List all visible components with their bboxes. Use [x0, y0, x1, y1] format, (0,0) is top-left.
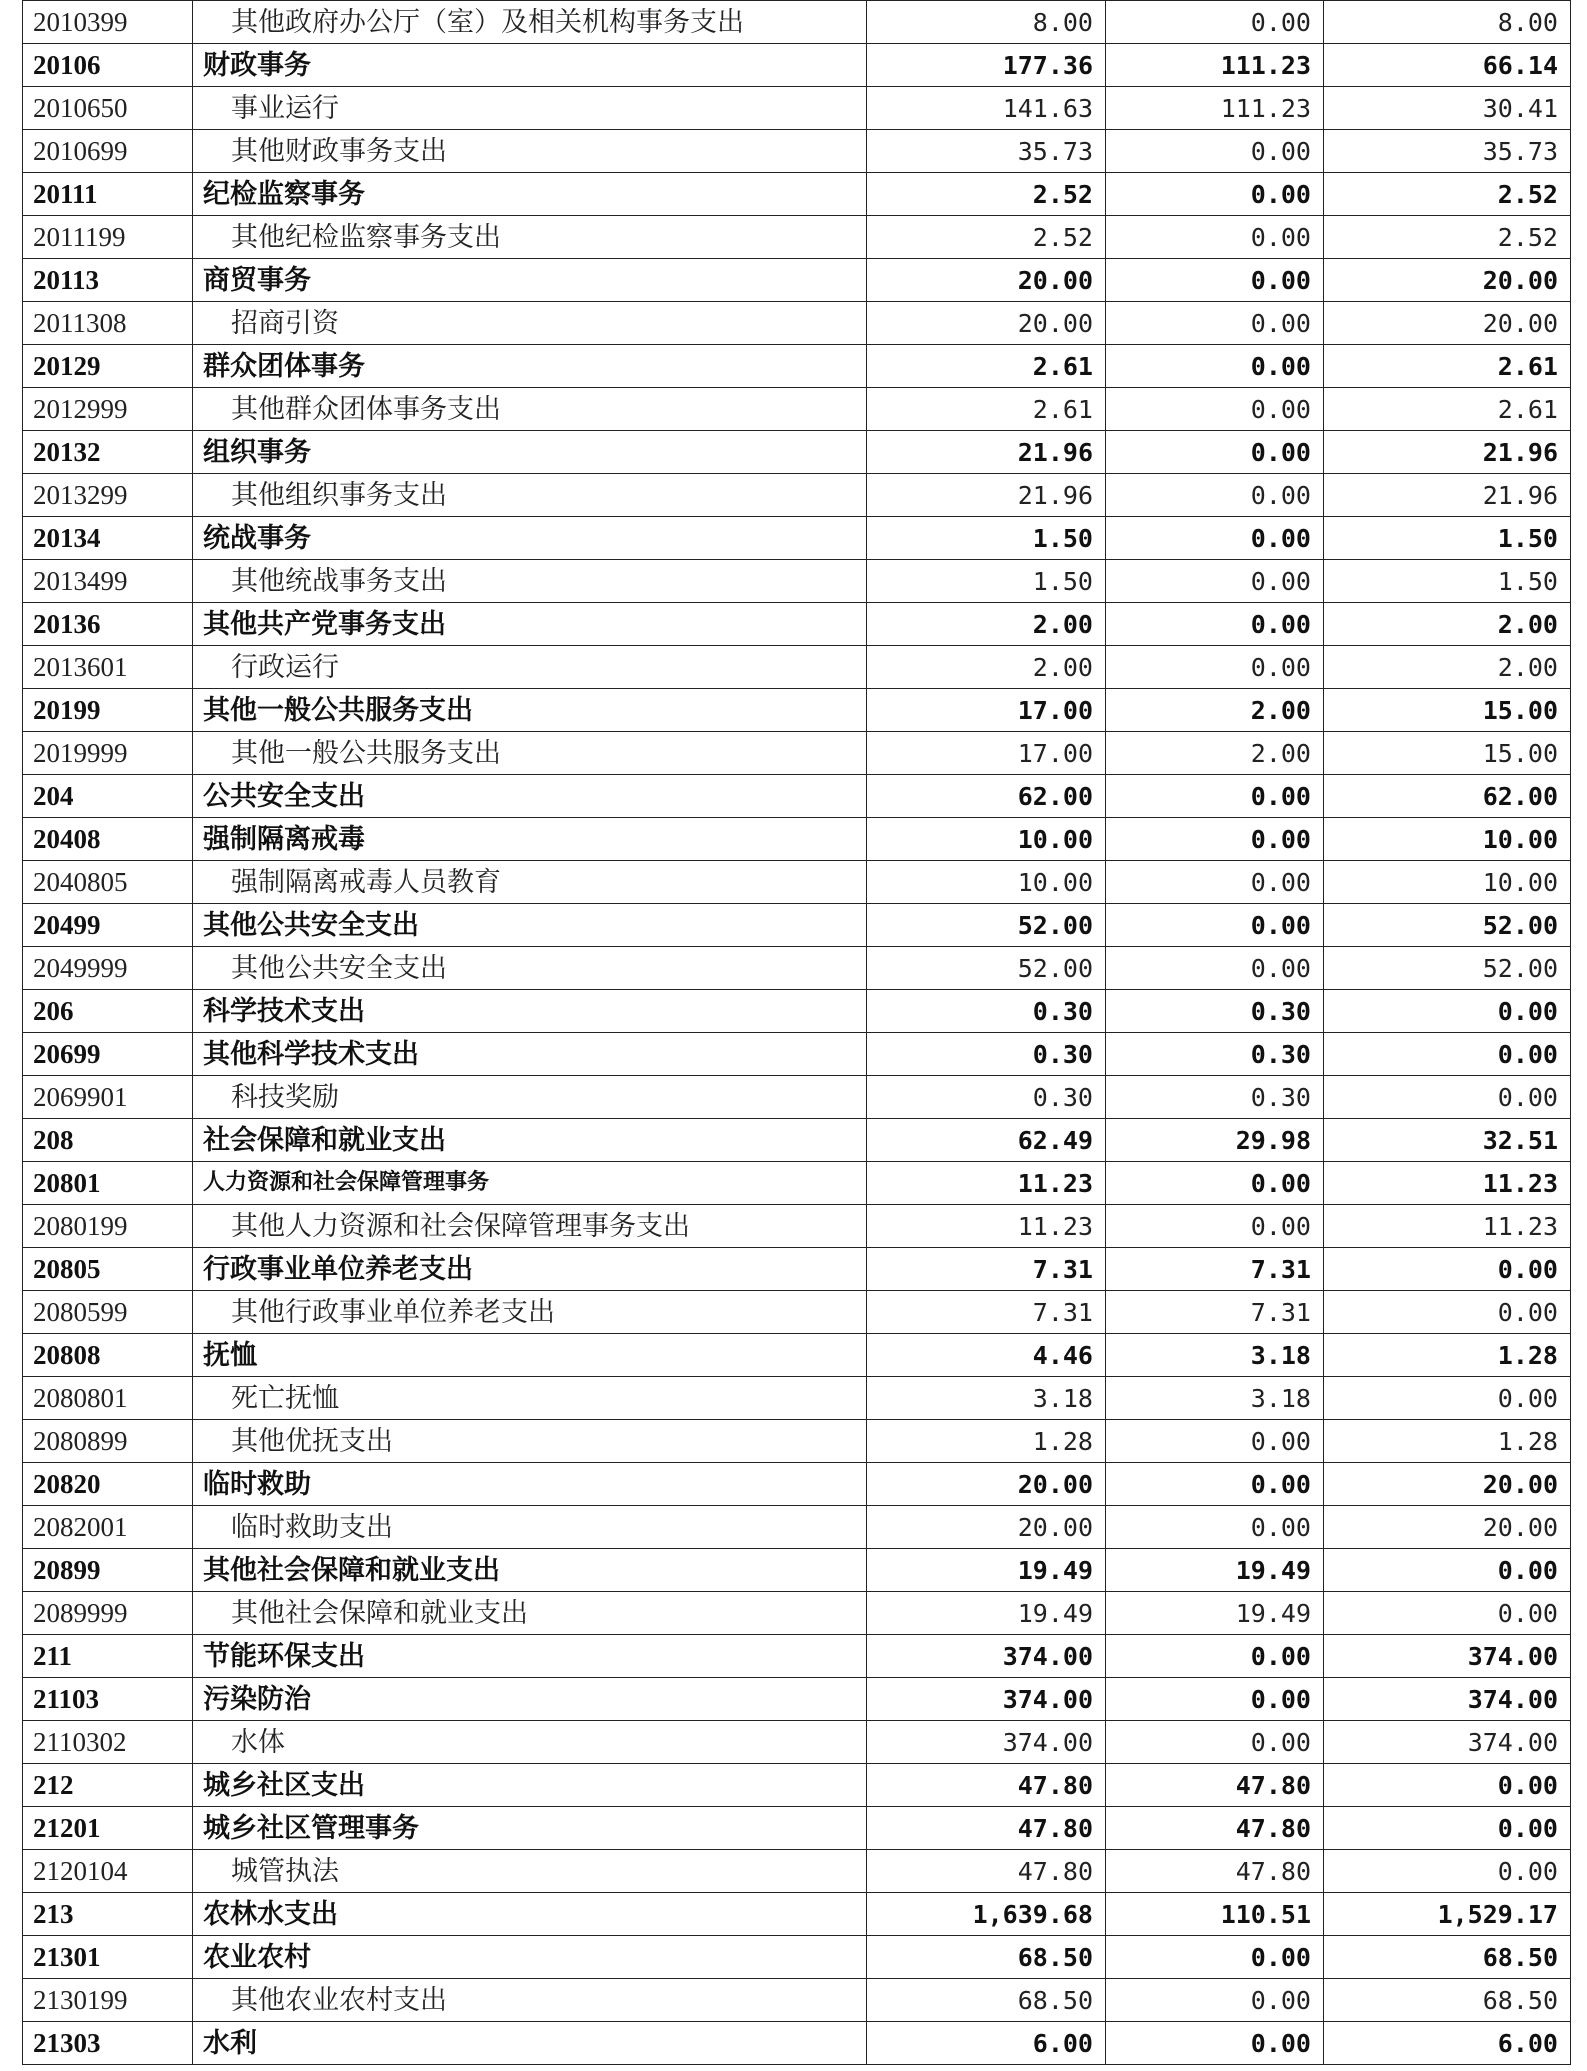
basic-expenditure-cell: 47.80 [1106, 1807, 1324, 1850]
account-code-cell: 21301 [23, 1936, 193, 1979]
project-expenditure-cell: 1.50 [1324, 517, 1571, 560]
total-amount-cell: 1.50 [867, 560, 1106, 603]
total-amount-cell: 47.80 [867, 1850, 1106, 1893]
table-body [23, 1, 1571, 2065]
project-expenditure-cell: 30.41 [1324, 87, 1571, 130]
project-expenditure-cell: 2.52 [1324, 173, 1571, 216]
table-row [23, 302, 1571, 345]
basic-expenditure-cell: 0.30 [1106, 1033, 1324, 1076]
table-row [23, 904, 1571, 947]
account-code-cell: 2010699 [23, 130, 193, 173]
project-expenditure-cell: 374.00 [1324, 1721, 1571, 1764]
project-expenditure-cell: 10.00 [1324, 861, 1571, 904]
project-expenditure-cell: 1,529.17 [1324, 1893, 1571, 1936]
account-name-cell: 死亡抚恤 [193, 1377, 867, 1420]
table-row [23, 947, 1571, 990]
table-row [23, 1721, 1571, 1764]
project-expenditure-cell: 52.00 [1324, 947, 1571, 990]
account-name-cell: 其他农业农村支出 [193, 1979, 867, 2022]
project-expenditure-cell: 1.50 [1324, 560, 1571, 603]
total-amount-cell: 7.31 [867, 1248, 1106, 1291]
project-expenditure-cell: 20.00 [1324, 1506, 1571, 1549]
total-amount-cell: 11.23 [867, 1162, 1106, 1205]
project-expenditure-cell: 2.52 [1324, 216, 1571, 259]
account-code-cell: 2080599 [23, 1291, 193, 1334]
project-expenditure-cell: 0.00 [1324, 990, 1571, 1033]
basic-expenditure-cell: 0.00 [1106, 818, 1324, 861]
table-row [23, 775, 1571, 818]
basic-expenditure-cell: 0.00 [1106, 775, 1324, 818]
account-name-cell: 其他社会保障和就业支出 [193, 1592, 867, 1635]
account-name-cell: 社会保障和就业支出 [193, 1119, 867, 1162]
basic-expenditure-cell: 0.00 [1106, 861, 1324, 904]
account-name-cell: 科学技术支出 [193, 990, 867, 1033]
project-expenditure-cell: 0.00 [1324, 1033, 1571, 1076]
account-name-cell: 其他组织事务支出 [193, 474, 867, 517]
total-amount-cell: 11.23 [867, 1205, 1106, 1248]
account-code-cell: 2089999 [23, 1592, 193, 1635]
table-row [23, 1334, 1571, 1377]
account-name-cell: 抚恤 [193, 1334, 867, 1377]
total-amount-cell: 68.50 [867, 1979, 1106, 2022]
table-row [23, 216, 1571, 259]
account-code-cell: 20111 [23, 173, 193, 216]
account-code-cell: 2049999 [23, 947, 193, 990]
account-code-cell: 20134 [23, 517, 193, 560]
project-expenditure-cell: 0.00 [1324, 1549, 1571, 1592]
total-amount-cell: 1,639.68 [867, 1893, 1106, 1936]
table-row [23, 1807, 1571, 1850]
total-amount-cell: 20.00 [867, 302, 1106, 345]
total-amount-cell: 20.00 [867, 259, 1106, 302]
basic-expenditure-cell: 0.00 [1106, 1506, 1324, 1549]
table-row [23, 689, 1571, 732]
table-row [23, 990, 1571, 1033]
account-name-cell: 水利 [193, 2022, 867, 2065]
total-amount-cell: 177.36 [867, 44, 1106, 87]
project-expenditure-cell: 374.00 [1324, 1635, 1571, 1678]
project-expenditure-cell: 2.00 [1324, 646, 1571, 689]
account-code-cell: 20132 [23, 431, 193, 474]
table-row [23, 1549, 1571, 1592]
account-code-cell: 213 [23, 1893, 193, 1936]
project-expenditure-cell: 68.50 [1324, 1979, 1571, 2022]
project-expenditure-cell: 8.00 [1324, 1, 1571, 44]
basic-expenditure-cell: 7.31 [1106, 1248, 1324, 1291]
account-code-cell: 2011308 [23, 302, 193, 345]
table-row [23, 1162, 1571, 1205]
total-amount-cell: 17.00 [867, 732, 1106, 775]
account-code-cell: 20129 [23, 345, 193, 388]
account-name-cell: 临时救助 [193, 1463, 867, 1506]
basic-expenditure-cell: 0.30 [1106, 1076, 1324, 1119]
account-name-cell: 水体 [193, 1721, 867, 1764]
account-code-cell: 20801 [23, 1162, 193, 1205]
project-expenditure-cell: 0.00 [1324, 1076, 1571, 1119]
account-code-cell: 206 [23, 990, 193, 1033]
table-row [23, 130, 1571, 173]
basic-expenditure-cell: 0.00 [1106, 904, 1324, 947]
project-expenditure-cell: 21.96 [1324, 431, 1571, 474]
table-row [23, 2022, 1571, 2065]
account-name-cell: 其他政府办公厅（室）及相关机构事务支出 [193, 1, 867, 44]
total-amount-cell: 52.00 [867, 904, 1106, 947]
basic-expenditure-cell: 0.00 [1106, 1162, 1324, 1205]
table-row [23, 1377, 1571, 1420]
table-row [23, 1119, 1571, 1162]
account-name-cell: 城乡社区支出 [193, 1764, 867, 1807]
table-row [23, 646, 1571, 689]
table-row [23, 1678, 1571, 1721]
account-code-cell: 2080199 [23, 1205, 193, 1248]
account-code-cell: 2069901 [23, 1076, 193, 1119]
project-expenditure-cell: 66.14 [1324, 44, 1571, 87]
account-name-cell: 其他共产党事务支出 [193, 603, 867, 646]
basic-expenditure-cell: 0.00 [1106, 517, 1324, 560]
total-amount-cell: 2.61 [867, 388, 1106, 431]
basic-expenditure-cell: 0.00 [1106, 947, 1324, 990]
basic-expenditure-cell: 7.31 [1106, 1291, 1324, 1334]
account-code-cell: 20113 [23, 259, 193, 302]
account-name-cell: 其他统战事务支出 [193, 560, 867, 603]
project-expenditure-cell: 0.00 [1324, 1764, 1571, 1807]
basic-expenditure-cell: 2.00 [1106, 732, 1324, 775]
account-name-cell: 科技奖励 [193, 1076, 867, 1119]
total-amount-cell: 20.00 [867, 1463, 1106, 1506]
account-name-cell: 其他一般公共服务支出 [193, 689, 867, 732]
total-amount-cell: 6.00 [867, 2022, 1106, 2065]
total-amount-cell: 47.80 [867, 1764, 1106, 1807]
basic-expenditure-cell: 47.80 [1106, 1764, 1324, 1807]
account-code-cell: 2130199 [23, 1979, 193, 2022]
total-amount-cell: 374.00 [867, 1721, 1106, 1764]
project-expenditure-cell: 2.00 [1324, 603, 1571, 646]
account-code-cell: 2011199 [23, 216, 193, 259]
basic-expenditure-cell: 2.00 [1106, 689, 1324, 732]
table-row [23, 560, 1571, 603]
project-expenditure-cell: 52.00 [1324, 904, 1571, 947]
account-code-cell: 20820 [23, 1463, 193, 1506]
table-row [23, 861, 1571, 904]
account-code-cell: 2019999 [23, 732, 193, 775]
project-expenditure-cell: 10.00 [1324, 818, 1571, 861]
account-name-cell: 污染防治 [193, 1678, 867, 1721]
account-name-cell: 其他纪检监察事务支出 [193, 216, 867, 259]
account-code-cell: 20808 [23, 1334, 193, 1377]
basic-expenditure-cell: 110.51 [1106, 1893, 1324, 1936]
account-code-cell: 21303 [23, 2022, 193, 2065]
table-row [23, 44, 1571, 87]
table-row [23, 259, 1571, 302]
account-code-cell: 20699 [23, 1033, 193, 1076]
account-name-cell: 其他社会保障和就业支出 [193, 1549, 867, 1592]
project-expenditure-cell: 0.00 [1324, 1592, 1571, 1635]
table-row [23, 388, 1571, 431]
account-name-cell: 其他行政事业单位养老支出 [193, 1291, 867, 1334]
basic-expenditure-cell: 0.00 [1106, 1936, 1324, 1979]
project-expenditure-cell: 374.00 [1324, 1678, 1571, 1721]
account-name-cell: 农林水支出 [193, 1893, 867, 1936]
account-code-cell: 208 [23, 1119, 193, 1162]
basic-expenditure-cell: 0.00 [1106, 431, 1324, 474]
total-amount-cell: 17.00 [867, 689, 1106, 732]
table-row [23, 474, 1571, 517]
table-row [23, 732, 1571, 775]
total-amount-cell: 62.00 [867, 775, 1106, 818]
table-row [23, 517, 1571, 560]
project-expenditure-cell: 1.28 [1324, 1334, 1571, 1377]
basic-expenditure-cell: 0.00 [1106, 130, 1324, 173]
basic-expenditure-cell: 0.00 [1106, 173, 1324, 216]
account-code-cell: 21201 [23, 1807, 193, 1850]
total-amount-cell: 10.00 [867, 818, 1106, 861]
account-name-cell: 组织事务 [193, 431, 867, 474]
account-code-cell: 2040805 [23, 861, 193, 904]
account-code-cell: 20899 [23, 1549, 193, 1592]
account-name-cell: 其他群众团体事务支出 [193, 388, 867, 431]
account-name-cell: 其他公共安全支出 [193, 947, 867, 990]
basic-expenditure-cell: 0.00 [1106, 1463, 1324, 1506]
account-name-cell: 商贸事务 [193, 259, 867, 302]
total-amount-cell: 52.00 [867, 947, 1106, 990]
project-expenditure-cell: 20.00 [1324, 302, 1571, 345]
total-amount-cell: 21.96 [867, 431, 1106, 474]
total-amount-cell: 0.30 [867, 1033, 1106, 1076]
total-amount-cell: 8.00 [867, 1, 1106, 44]
account-code-cell: 2120104 [23, 1850, 193, 1893]
total-amount-cell: 3.18 [867, 1377, 1106, 1420]
total-amount-cell: 374.00 [867, 1635, 1106, 1678]
table-row [23, 818, 1571, 861]
account-name-cell: 农业农村 [193, 1936, 867, 1979]
account-code-cell: 20199 [23, 689, 193, 732]
total-amount-cell: 0.30 [867, 1076, 1106, 1119]
total-amount-cell: 2.52 [867, 173, 1106, 216]
total-amount-cell: 62.49 [867, 1119, 1106, 1162]
basic-expenditure-cell: 0.00 [1106, 259, 1324, 302]
account-name-cell: 其他优抚支出 [193, 1420, 867, 1463]
table-row [23, 603, 1571, 646]
basic-expenditure-cell: 0.00 [1106, 1420, 1324, 1463]
total-amount-cell: 2.00 [867, 646, 1106, 689]
total-amount-cell: 2.61 [867, 345, 1106, 388]
account-name-cell: 其他公共安全支出 [193, 904, 867, 947]
basic-expenditure-cell: 0.00 [1106, 474, 1324, 517]
account-name-cell: 强制隔离戒毒人员教育 [193, 861, 867, 904]
basic-expenditure-cell: 0.00 [1106, 1, 1324, 44]
total-amount-cell: 47.80 [867, 1807, 1106, 1850]
table-row [23, 1291, 1571, 1334]
account-name-cell: 统战事务 [193, 517, 867, 560]
basic-expenditure-cell: 0.00 [1106, 1721, 1324, 1764]
project-expenditure-cell: 68.50 [1324, 1936, 1571, 1979]
account-name-cell: 纪检监察事务 [193, 173, 867, 216]
account-name-cell: 招商引资 [193, 302, 867, 345]
basic-expenditure-cell: 0.00 [1106, 1979, 1324, 2022]
account-name-cell: 其他一般公共服务支出 [193, 732, 867, 775]
project-expenditure-cell: 32.51 [1324, 1119, 1571, 1162]
total-amount-cell: 2.00 [867, 603, 1106, 646]
project-expenditure-cell: 20.00 [1324, 259, 1571, 302]
total-amount-cell: 7.31 [867, 1291, 1106, 1334]
account-code-cell: 2010399 [23, 1, 193, 44]
basic-expenditure-cell: 0.00 [1106, 646, 1324, 689]
project-expenditure-cell: 6.00 [1324, 2022, 1571, 2065]
basic-expenditure-cell: 0.00 [1106, 345, 1324, 388]
project-expenditure-cell: 21.96 [1324, 474, 1571, 517]
total-amount-cell: 141.63 [867, 87, 1106, 130]
basic-expenditure-cell: 0.00 [1106, 216, 1324, 259]
account-name-cell: 其他科学技术支出 [193, 1033, 867, 1076]
account-code-cell: 2110302 [23, 1721, 193, 1764]
account-code-cell: 20499 [23, 904, 193, 947]
total-amount-cell: 19.49 [867, 1592, 1106, 1635]
account-code-cell: 21103 [23, 1678, 193, 1721]
basic-expenditure-cell: 29.98 [1106, 1119, 1324, 1162]
total-amount-cell: 1.28 [867, 1420, 1106, 1463]
account-name-cell: 节能环保支出 [193, 1635, 867, 1678]
account-name-cell: 行政运行 [193, 646, 867, 689]
project-expenditure-cell: 11.23 [1324, 1205, 1571, 1248]
account-code-cell: 2082001 [23, 1506, 193, 1549]
total-amount-cell: 1.50 [867, 517, 1106, 560]
total-amount-cell: 0.30 [867, 990, 1106, 1033]
account-name-cell: 行政事业单位养老支出 [193, 1248, 867, 1291]
table-row [23, 1, 1571, 44]
basic-expenditure-cell: 0.00 [1106, 560, 1324, 603]
basic-expenditure-cell: 0.00 [1106, 1635, 1324, 1678]
table-row [23, 1420, 1571, 1463]
account-code-cell: 212 [23, 1764, 193, 1807]
table-row [23, 1893, 1571, 1936]
basic-expenditure-cell: 0.00 [1106, 603, 1324, 646]
account-code-cell: 2013499 [23, 560, 193, 603]
table-row [23, 345, 1571, 388]
budget-expenditure-table [22, 0, 1571, 2065]
table-row [23, 431, 1571, 474]
account-name-cell: 临时救助支出 [193, 1506, 867, 1549]
account-code-cell: 2013299 [23, 474, 193, 517]
project-expenditure-cell: 20.00 [1324, 1463, 1571, 1506]
basic-expenditure-cell: 3.18 [1106, 1334, 1324, 1377]
table-row [23, 87, 1571, 130]
table-row [23, 1205, 1571, 1248]
project-expenditure-cell: 2.61 [1324, 345, 1571, 388]
account-name-cell: 其他财政事务支出 [193, 130, 867, 173]
project-expenditure-cell: 0.00 [1324, 1248, 1571, 1291]
account-name-cell: 其他人力资源和社会保障管理事务支出 [193, 1205, 867, 1248]
table-row [23, 1850, 1571, 1893]
basic-expenditure-cell: 0.00 [1106, 1205, 1324, 1248]
basic-expenditure-cell: 0.00 [1106, 302, 1324, 345]
table-row [23, 1635, 1571, 1678]
total-amount-cell: 21.96 [867, 474, 1106, 517]
basic-expenditure-cell: 0.00 [1106, 1678, 1324, 1721]
project-expenditure-cell: 0.00 [1324, 1807, 1571, 1850]
basic-expenditure-cell: 111.23 [1106, 44, 1324, 87]
basic-expenditure-cell: 111.23 [1106, 87, 1324, 130]
table-row [23, 1033, 1571, 1076]
account-code-cell: 20136 [23, 603, 193, 646]
project-expenditure-cell: 0.00 [1324, 1291, 1571, 1334]
basic-expenditure-cell: 19.49 [1106, 1592, 1324, 1635]
total-amount-cell: 19.49 [867, 1549, 1106, 1592]
account-name-cell: 群众团体事务 [193, 345, 867, 388]
project-expenditure-cell: 0.00 [1324, 1377, 1571, 1420]
total-amount-cell: 2.52 [867, 216, 1106, 259]
account-code-cell: 2013601 [23, 646, 193, 689]
basic-expenditure-cell: 47.80 [1106, 1850, 1324, 1893]
basic-expenditure-cell: 0.30 [1106, 990, 1324, 1033]
total-amount-cell: 374.00 [867, 1678, 1106, 1721]
table-row [23, 1506, 1571, 1549]
table-row [23, 1076, 1571, 1119]
project-expenditure-cell: 15.00 [1324, 732, 1571, 775]
total-amount-cell: 68.50 [867, 1936, 1106, 1979]
account-name-cell: 城管执法 [193, 1850, 867, 1893]
table-row [23, 1463, 1571, 1506]
project-expenditure-cell: 2.61 [1324, 388, 1571, 431]
account-code-cell: 2010650 [23, 87, 193, 130]
project-expenditure-cell: 1.28 [1324, 1420, 1571, 1463]
table-row [23, 1592, 1571, 1635]
total-amount-cell: 4.46 [867, 1334, 1106, 1377]
account-name-cell: 公共安全支出 [193, 775, 867, 818]
project-expenditure-cell: 35.73 [1324, 130, 1571, 173]
table-row [23, 1764, 1571, 1807]
account-code-cell: 2080899 [23, 1420, 193, 1463]
account-name-cell: 强制隔离戒毒 [193, 818, 867, 861]
total-amount-cell: 35.73 [867, 130, 1106, 173]
project-expenditure-cell: 62.00 [1324, 775, 1571, 818]
table-row [23, 1979, 1571, 2022]
total-amount-cell: 10.00 [867, 861, 1106, 904]
account-name-cell: 人力资源和社会保障管理事务 [193, 1162, 867, 1205]
project-expenditure-cell: 0.00 [1324, 1850, 1571, 1893]
table-row [23, 1936, 1571, 1979]
basic-expenditure-cell: 0.00 [1106, 388, 1324, 431]
basic-expenditure-cell: 0.00 [1106, 2022, 1324, 2065]
project-expenditure-cell: 15.00 [1324, 689, 1571, 732]
table-row [23, 173, 1571, 216]
basic-expenditure-cell: 3.18 [1106, 1377, 1324, 1420]
account-code-cell: 2012999 [23, 388, 193, 431]
total-amount-cell: 20.00 [867, 1506, 1106, 1549]
table-row [23, 1248, 1571, 1291]
account-code-cell: 204 [23, 775, 193, 818]
account-name-cell: 财政事务 [193, 44, 867, 87]
account-code-cell: 2080801 [23, 1377, 193, 1420]
account-name-cell: 城乡社区管理事务 [193, 1807, 867, 1850]
project-expenditure-cell: 11.23 [1324, 1162, 1571, 1205]
account-code-cell: 20106 [23, 44, 193, 87]
account-code-cell: 20408 [23, 818, 193, 861]
basic-expenditure-cell: 19.49 [1106, 1549, 1324, 1592]
account-code-cell: 211 [23, 1635, 193, 1678]
account-code-cell: 20805 [23, 1248, 193, 1291]
account-name-cell: 事业运行 [193, 87, 867, 130]
